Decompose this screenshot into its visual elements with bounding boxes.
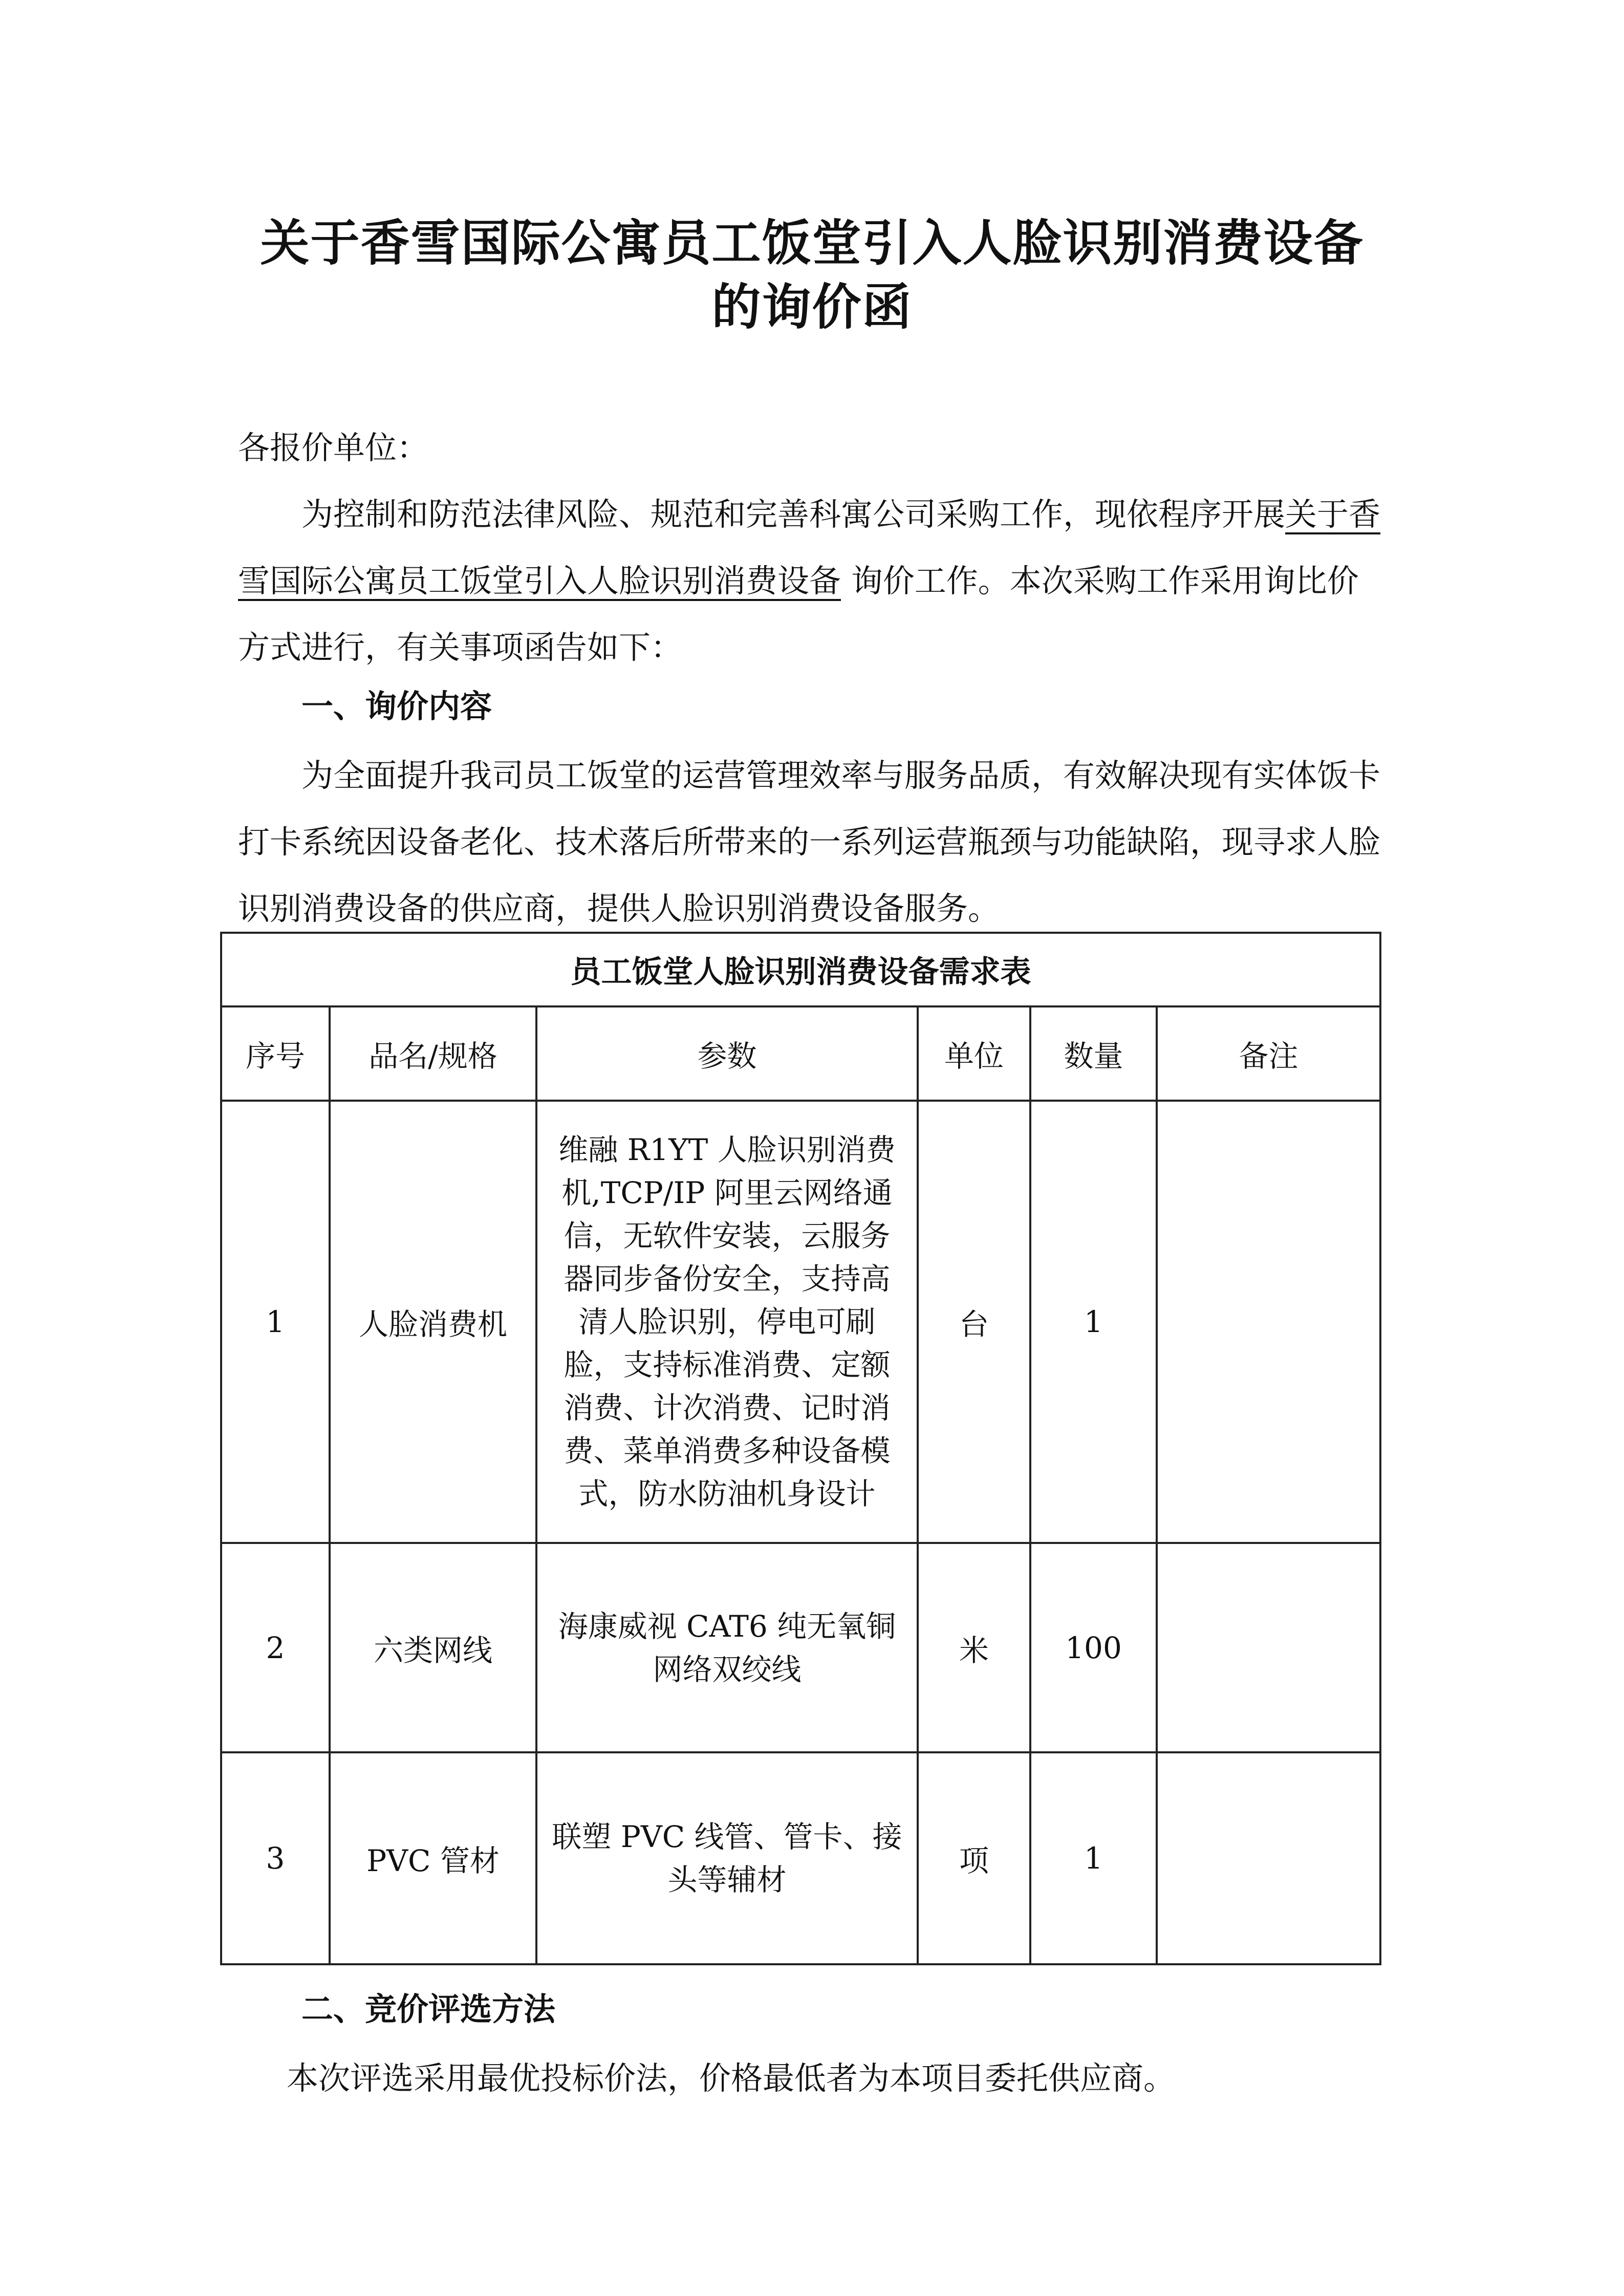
header-params: 参数 bbox=[536, 1006, 918, 1101]
section1-heading: 一、询价内容 bbox=[301, 688, 492, 725]
cell-remark bbox=[1157, 1101, 1380, 1543]
cell-name: 六类网线 bbox=[330, 1543, 536, 1752]
section1-body: 为全面提升我司员工饭堂的运营管理效率与服务品质，有效解决现有实体饭卡打卡系统因设备老化、技术落后所带来的一系列运营瓶颈与功能缺陷，现寻求人脸识别消费设备的供应商，提供人脸识别消费设备服务。 bbox=[238, 757, 1381, 927]
intro-project-name: 关于香雪国际公寓员工饭堂引入人脸识别消费设备 bbox=[238, 496, 1381, 599]
document-title-line1: 关于香雪国际公寓员工饭堂引入人脸识别消费设备 bbox=[260, 214, 1364, 272]
cell-name: PVC 管材 bbox=[330, 1752, 536, 1964]
intro-text-after: 询价工作。本次采购工作采用询比价方式进行，有关事项函告如下： bbox=[238, 562, 1359, 666]
table-caption: 员工饭堂人脸识别消费设备需求表 bbox=[221, 933, 1380, 1006]
intro-paragraph bbox=[238, 481, 1384, 681]
section2-body: 本次评选采用最优投标价法，价格最低者为本项目委托供应商。 bbox=[287, 2059, 1176, 2097]
greeting: 各报价单位： bbox=[238, 429, 429, 466]
cell-unit: 项 bbox=[918, 1752, 1030, 1964]
cell-qty: 1 bbox=[1030, 1101, 1157, 1543]
cell-remark bbox=[1157, 1752, 1380, 1964]
intro-text-before: 为控制和防范法律风险、规范和完善科寓公司采购工作，现依程序开展 bbox=[301, 496, 1286, 533]
table-header-row bbox=[221, 1006, 1380, 1101]
cell-no: 1 bbox=[221, 1101, 330, 1543]
header-qty: 数量 bbox=[1030, 1006, 1157, 1101]
cell-unit: 台 bbox=[918, 1101, 1030, 1543]
cell-qty: 100 bbox=[1030, 1543, 1157, 1752]
cell-no: 3 bbox=[221, 1752, 330, 1964]
table-row bbox=[221, 1101, 1380, 1543]
header-name: 品名/规格 bbox=[330, 1006, 536, 1101]
section2-heading: 二、竞价评选方法 bbox=[301, 1990, 556, 2028]
cell-remark bbox=[1157, 1543, 1380, 1752]
header-no: 序号 bbox=[221, 1006, 330, 1101]
table-row bbox=[221, 1752, 1380, 1964]
cell-params: 维融 R1YT 人脸识别消费机,TCP/IP 阿里云网络通信，无软件安装，云服务器同步备份安全，支持高清人脸识别，停电可刷脸，支持标准消费、定额消费、计次消费、记时消费、菜单消费多种设备模式，防水防油机身设计 bbox=[536, 1101, 918, 1543]
cell-params: 联塑 PVC 线管、管卡、接头等辅材 bbox=[536, 1752, 918, 1964]
cell-unit: 米 bbox=[918, 1543, 1030, 1752]
requirements-table bbox=[220, 932, 1381, 1965]
cell-qty: 1 bbox=[1030, 1752, 1157, 1964]
cell-params: 海康威视 CAT6 纯无氧铜网络双绞线 bbox=[536, 1543, 918, 1752]
header-unit: 单位 bbox=[918, 1006, 1030, 1101]
cell-name: 人脸消费机 bbox=[330, 1101, 536, 1543]
table-row bbox=[221, 1543, 1380, 1752]
cell-no: 2 bbox=[221, 1543, 330, 1752]
document-title-line2: 的询价函 bbox=[711, 278, 913, 336]
header-remark: 备注 bbox=[1157, 1006, 1380, 1101]
